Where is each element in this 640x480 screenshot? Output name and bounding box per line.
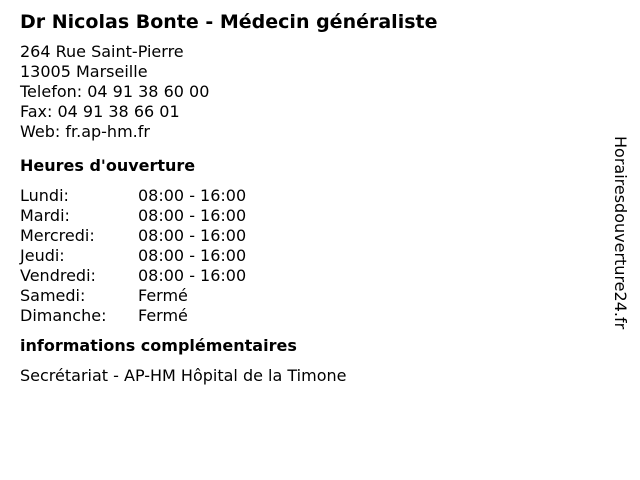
- hours-row-tuesday: [20, 206, 600, 226]
- hours-time: 08:00 - 16:00: [138, 266, 247, 285]
- hours-time: Fermé: [138, 286, 188, 305]
- hours-day: Mardi:: [20, 206, 70, 225]
- hours-time: Fermé: [138, 306, 188, 325]
- listing-card: [20, 9, 600, 386]
- page-title: Dr Nicolas Bonte - Médecin généraliste: [20, 11, 438, 33]
- hours-day: Dimanche:: [20, 306, 107, 325]
- website: Web: fr.ap-hm.fr: [20, 122, 150, 141]
- hours-day: Vendredi:: [20, 266, 96, 285]
- hours-row-thursday: [20, 246, 600, 266]
- site-watermark: Horairesdouverture24.fr: [611, 136, 630, 330]
- hours-time: 08:00 - 16:00: [138, 246, 247, 265]
- hours-row-saturday: [20, 286, 600, 306]
- address-block: [20, 42, 600, 142]
- hours-day: Samedi:: [20, 286, 86, 305]
- hours-time: 08:00 - 16:00: [138, 206, 247, 225]
- address-street: 264 Rue Saint-Pierre: [20, 42, 184, 61]
- fax-number: Fax: 04 91 38 66 01: [20, 102, 180, 121]
- hours-row-friday: [20, 266, 600, 286]
- hours-day: Jeudi:: [20, 246, 65, 265]
- hours-row-monday: [20, 186, 600, 206]
- hours-time: 08:00 - 16:00: [138, 226, 247, 245]
- hours-row-wednesday: [20, 226, 600, 246]
- hours-day: Lundi:: [20, 186, 69, 205]
- hours-time: 08:00 - 16:00: [138, 186, 247, 205]
- hours-day: Mercredi:: [20, 226, 95, 245]
- additional-info-heading: informations complémentaires: [20, 336, 297, 355]
- opening-hours-table: [20, 186, 600, 326]
- phone-number: Telefon: 04 91 38 60 00: [20, 82, 210, 101]
- hours-row-sunday: [20, 306, 600, 326]
- opening-hours-heading: Heures d'ouverture: [20, 156, 196, 175]
- additional-info-text: Secrétariat - AP-HM Hôpital de la Timone: [20, 366, 347, 385]
- address-city: 13005 Marseille: [20, 62, 148, 81]
